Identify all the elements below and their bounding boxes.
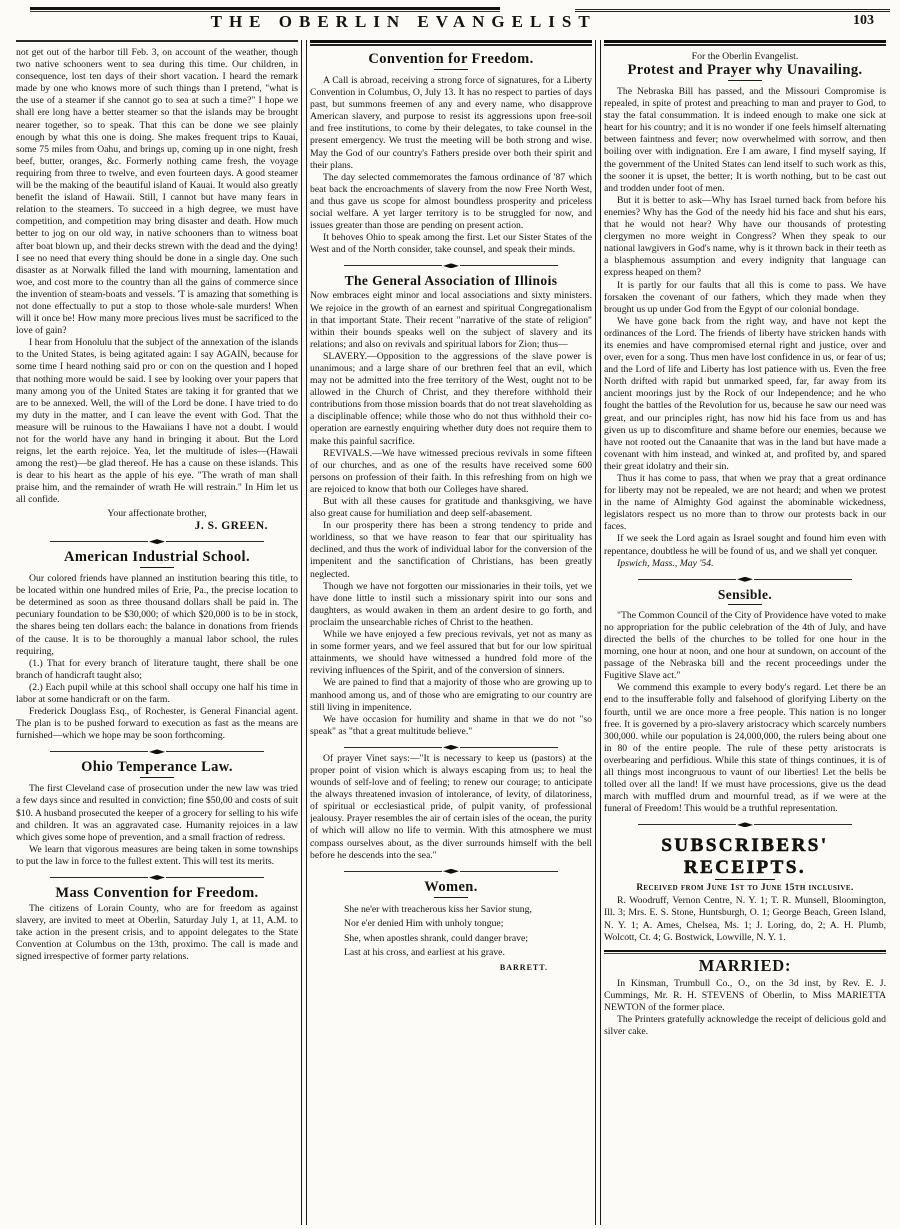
poem-line: She, when apostles shrank, could danger brave; [344,932,529,944]
article-prayer-quote [310,753,592,862]
column-3-top-rule [604,40,886,46]
paragraph: But with all these causes for gratitude and thanksgiving, we have also great cause for humiliation and deep self-abasement. [310,496,592,520]
title-rule [434,69,468,70]
paragraph: not get out of the harbor till Feb. 3, on account of the weather, though two native schooners went to sea during this time. Our children, in consequence, lost ten days of their short vacation. I heard the remark made by one who knows more of such things than I pretend, "what is the use of a steamer if she cannot go to sea at such a time?" I hope we shall ere long have a better steamer so that the islands may be brought nearer together, so to speak. That this can be done we see plainly enough by what this one is doing. She makes frequent trips to Kauai, some 75 miles from Oahu, and brings up, coming up in one night, fresh beef, butter, oranges, &c. Formerly nothing came fresh, the voyage requiring from three to twelve, and even fourteen days. A good steamer will be the making of the beautiful island of Kauai. It would also greatly benefit the island of Hawaii. Still, I cannot but have many fears in relation to the steamers. To succeed in a high degree, we must have competition, and competition may bring disaster and death. How much better to jog on our old way, in native schooners than to witness boat after boat blown up, and their decks strewn with the dead and the dying! I see no need that every thing should be done in a single day. One such disaster as at Norwalk filled the land with mourning, lamentation and woe, and cost more to the country than all the gains of commerce since the invention of steam-boats and vessels. 'T is amazing that something is not done effectually to put a stop to those whole-sale murders! When will it once be! How many more precious lives must be sacrificed to the love of gain? [16,47,298,337]
separator-ornament [638,822,852,827]
paragraph: (1.) That for every branch of literature taught, there shall be one branch of handicraft taught also; [16,657,298,681]
paragraph: We learn that vigorous measures are being taken in some townships to put the law in force to the fullest extent. This will test its merits. [16,843,298,867]
article-sign-off: Ipswich, Mass., May '54. [617,557,714,569]
paragraph: Our colored friends have planned an institution bearing this title, to be located within one hundred miles of Erie, Pa., the precise location to be determined as soon as three thousand dollars shall be paid in. The pecuniary foundation to be $30,000; of which $20,000 is to be in stock, the shares being ten dollars each: the balance in donations from friends of the cause. It is to be thoroughly a manual labor school, the rules requiring, [16,573,298,657]
paragraph: The first Cleveland case of prosecution under the new law was tried a few days since and resulted in conviction; fine $50,00 and costs of suit $10. A husband prosecuted the keeper of a grocery for selling to his wife and children. It was an aggravated case. Humanity rejoices in a law which gives some hope of prevention, and a small fraction of redress. [16,783,298,843]
poem [344,903,592,961]
title-rule [140,567,174,568]
paragraph: (2.) Each pupil while at this school shall occupy one half his time in labor at some handicraft or on the farm. [16,681,298,705]
paragraph: We commend this example to every body's regard. Let there be an end to the insufferable folly and falsehood of glorifying Liberty on the fourth, until we are once more a free people. This nation is no longer free. It is governed by a pro-slavery aristocracy which scarcely numbers 300,000. while our population is 24,000,000, the rulers being about one in 80 of the entire people. The rule of these petty aristocrats is overbearing and perfidious. While this state of things continues, it is of all things most incongruous to vaunt of our liberties! Let the bells be tolled over all the land! If we must have processions, give us the dead march with muffled drum and mournful tread, as if we were at the funeral of Freedom! This would be a truthful representation. [604,682,886,815]
article-protest-and-prayer [604,51,886,570]
diamond-ornament-icon [149,875,165,880]
separator-ornament [344,263,558,268]
paragraph: We are pained to find that a majority of those who are growing up to manhood among us, and of those who are emigrating to our country are still living in impenitence. [310,677,592,713]
paragraph: It behoves Ohio to speak among the first. Let our Sister States of the West and of the North consider, take counsel, and speak their minds. [310,232,592,256]
separator-ornament [344,869,558,874]
paragraph: REVIVALS.—We have witnessed precious revivals in some fifteen of our churches, and as one of the results have received some 600 persons on profession of their faith. In this refreshing from on high we are rejoiced to know that both our Colleges have shared. [310,447,592,495]
paragraph: We have occasion for humility and shame in that we do not "so speak" as "that a great multitude believe." [310,713,592,737]
diamond-ornament-icon [443,869,459,874]
column-1 [16,40,298,1225]
article-title: Mass Convention for Freedom. [55,885,259,902]
separator-ornament [50,875,264,880]
title-rule [140,777,174,778]
title-rule [728,604,762,605]
poem-line: Last at his cross, and earliest at his grave. [344,947,505,959]
title-rule [728,80,762,81]
paragraph: "The Common Council of the City of Providence have voted to make no appropriation for the public celebration of the 4th of July, and have directed the bells of the churches to be tolled for one hour in the morning, one hour at noon, and one hour at sundown, on account of the passage of the Nebraska bill and the recent proceedings under the Fugitive Slave act." [604,609,886,682]
paragraph: SLAVERY.—Opposition to the aggressions of the slave power is unanimous; and a large share of our brethren feel that an evil, which may not be admitted into the free territory of the West, ought not to be allowed in the Church of Christ, and they therefore withhold their contributions from those mission boards that do not treat slaveholding as a disciplinable offence; while those who do not thus withhold their co-operation are earnestly enquiring whether duty does not require them to make this painful sacrifice. [310,350,592,447]
separator-ornament [638,577,852,582]
diamond-ornament-icon [149,539,165,544]
column-3 [604,40,886,1225]
receipts-list: R. Woodruff, Vernon Centre, N. Y. 1; T. R. Munsell, Bloomington, Ill. 3; Mrs. E. S. Stone, Huntsburgh, O. 1; George Beach, Green Island, N. Y. 1; A. Ames, Chelsea, Ms. 1; J. Loring, do, 2; A. H. Plumb, Wolcott, Ct. 4; G. Bostwick, Lowville, N. Y. 1. [604,895,886,943]
paragraph: In our prosperity there has been a strong tendency to pride and worldiness, so that we have reason to fear that our spirituality has declined, and thus the work of individual labor for the conversion of the impenitent and the sanctification of Christians, has been greatly neglected. [310,520,592,580]
article-title: Protest and Prayer why Unavailing. [627,62,863,78]
column-2-top-rule [310,40,592,46]
paragraph: The citizens of Lorain County, who are for freedom as against slavery, are invited to meet at Oberlin, Saturday July 1, at 11, A.M. to take action in the present crisis, and to appoint delegates to the State Convention at Columbus on the 13th, proximo. The call is made and signed irrespective of former party relations. [16,903,298,963]
paragraph: If we seek the Lord again as Israel sought and found him even with repentance, doubtless he will be found of us, and we shall yet conquer. [604,533,886,557]
title-rule [434,897,468,898]
column-divider [301,40,307,1225]
paragraph: Though we have not forgotten our missionaries in their toils, yet we have done little to instil such a missionary spirit into our sons and daughters, as would awaken in them an ardent desire to go forth, and proclaim the unsearchable riches of Christ to the heathen. [310,580,592,628]
column-divider [595,40,601,1225]
article-title: Convention for Freedom. [368,51,534,67]
poem-line: She ne'er with treacherous kiss her Savior stung, [344,903,532,915]
article-sensible [604,587,886,816]
poem-line: Nor e'er denied Him with unholy tongue; [344,918,504,930]
diamond-ornament-icon [443,263,459,268]
paragraph: Of prayer Vinet says:—"It is necessary to keep us (pastors) at the proper point of vision which is always escaping from us; to heal the wounds of self-love and of feeling; to renew our courage; to anticipate the always threatened invasion of intolerance, of levity, of dilatoriness, of spiritual or ecclesiastical pride, of pulpit vanity, of professional jealousy. Prayer resembles the air of certain isles of the ocean, the purity of which will allow no life to vermin. With this atmosphere we must compass ourselves about, as the diver surrounds himself with the bell before he descends into the sea." [310,752,592,861]
paragraph: It is partly for our faults that all this is come to pass. We have forsaken the covenant of our fathers, which they made when they brought us up under God from the Egypt of our colonial bondage. [604,279,886,315]
masthead [0,12,900,38]
diamond-ornament-icon [149,749,165,754]
article-american-industrial-school [16,549,298,742]
letter-closing: Your affectionate brother, [107,507,207,519]
article-title: Women. [424,878,478,895]
columns [16,40,888,1225]
diamond-ornament-icon [737,822,753,827]
article-title: Sensible. [717,586,773,602]
paragraph: Now embraces eight minor and local associations and sixty ministers. We rejoice in the growth of an earnest and spiritual Congregationalism in that important State. Their recent "narrative of the state of religion" within their bounds speaks well on the subject of slavery and its relations; and also on revivals and spiritual labors for Zion; thus— [310,290,592,350]
article-letter-continuation [16,47,298,532]
article-general-association-illinois [310,273,592,737]
paragraph: The Printers gratefully acknowledge the receipt of delicious gold and silver cake. [604,1014,886,1038]
section-title: SUBSCRIBERS' RECEIPTS. [661,835,829,879]
article-convention-for-freedom [310,51,592,256]
paragraph: I hear from Honolulu that the subject of the annexation of the islands to the United States, is being agitated again: I say AGAIN, because for some time I heard nothing said pro or con on the question and I hoped that nothing more would be said. I see by looking over your papers that many among you of the United States are taking it for granted that we are to be annexed. Well, the will of the Lord be done. I have tried to do my duty in the matter, and I can leave the event with God. That the measure will be ruinous to the Hawaiians I have not a doubt. I would not for the world have any hand in bringing it about. But the Lord reigns, let the earth rejoice. Yea, let the multitude of isles—(Hawaii among the rest)—be glad thereof. He has a cause on these islands. This is dear to his heart as the apple of his eye. "The wrath of man shall praise him, and the remainder of wrath He will restrain." In Him let us all confide. [16,337,298,506]
paragraph: Frederick Douglass Esq., of Rochester, is General Financial agent. The plan is to be pushed forward to execution as fast as the means are furnished—which we hope may be soon forthcoming. [16,706,298,742]
paragraph: In Kinsman, Trumbull Co., O., on the 3d inst, by Rev. E. J. Cummings, Mr. R. H. STEVENS of Oberlin, to Miss MARIETTA NEWTON of the former place. [604,977,886,1013]
paragraph: While we have enjoyed a few precious revivals, yet not as many as in some former years, and we feel assured that but for our low spiritual attainments, we should have witnessed a hundred fold more of the reviving influences of the Spirit, and of the conversion of sinners. [310,629,592,677]
article-dateline: For the Oberlin Evangelist. [691,51,799,62]
paragraph: The Nebraska Bill has passed, and the Missouri Compromise is repealed, in spite of protest and preaching to man and prayer to God, to stay the fatal consummation. It is indeed enough to make one sick at heart for his country; and it is no wonder if one feels himself alternating between faintness and fever; now overwhelmed with sorrow, and then boiling over with indignation. Ere I am aware, I find myself saying, If the government of the United States can lend itself to such work as this, the sooner it is upset, the better; It is worth nothing, but to be cast out and trodden under foot of men. [604,86,886,194]
paragraph: But it is better to ask—Why has Israel turned back from before his enemies? Why has the God of the needy hid his face and shut his ears, that he would not hear? Why have our thousands of protesting clergymen no more weight in Congress? When they speak to our national lawgivers in God's name, why is it thrown back in their teeth as a blasphemous assumption and every indignity that language can express heaped on them? [604,194,886,279]
column-1-top-rule [16,40,298,42]
page-number: 103 [853,13,874,28]
article-title: American Industrial School. [63,549,251,566]
title-rule [715,879,775,880]
separator-ornament [50,539,264,544]
married-section-rule [604,950,886,954]
section-married [604,956,886,1038]
article-ohio-temperance-law [16,759,298,868]
paragraph: Thus it has come to pass, that when we pray that a great ordinance for liberty may not be repealed, we are not heard; and when we protest in the name of Almighty God against the abominable wickedness, legislators respect us no more than to throw our protests back in our faces. [604,473,886,533]
section-title: MARRIED: [698,955,792,975]
diamond-ornament-icon [737,577,753,582]
masthead-title: THE OBERLIN EVANGELIST [210,12,597,31]
separator-ornament [50,749,264,754]
letter-signature: J. S. GREEN. [194,520,268,533]
section-subscribers-receipts [604,835,886,943]
article-title: Ohio Temperance Law. [81,759,233,776]
section-subtitle: Received from June 1st to June 15th inclusive. [636,883,854,894]
poem-attribution: BARRETT. [499,962,548,972]
paragraph: The day selected commemorates the famous ordinance of '87 which beat back the encroachments of slavery from the now Free North West, and thus gave us scope for almost boundless prosperity and priceless social welfare. A yet larger territory is to be struggled for now, and issues greater than those are pending on present action. [310,171,592,232]
separator-ornament [344,745,558,750]
paragraph: We have gone back from the right way, and have not kept the ordinances of the Lord. The friends of liberty have stricken hands with its enemies and have compromised eternal right and justice, over and over, even for a song. Thus men have lost confidence in us, or fear of us; and the Lord of life and Liberty has lost patience with us. Even the free North drifted with rapid but unmarked speed, far, far away from its ancient moorings just by the Rock of our Independence; and he who fought the battles of the Revolution for us, because he saw our need was great, and our principles right, has now hid his face from us and has given us up to discomfiture and shame before our enemies, because we have not rooted out the Canaanite that was in the land but have made a covenant with him instead, and winked at, and profited by, and spared their great idolatry and their sin. [604,315,886,472]
article-title: The General Association of Illinois [344,273,558,289]
diamond-ornament-icon [443,745,459,750]
column-2 [310,40,592,1225]
article-women-poem [310,879,592,972]
article-mass-convention-for-freedom [16,885,298,963]
paragraph: A Call is abroad, receiving a strong force of signatures, for a Liberty Convention in Columbus, O, July 13. It has no respect to parties of days past, but summons freemen of any and every name, who disapprove American slavery, and purpose to resist its aggressions upon free-soil and free institutions, to come by their delegates, to take counsel in the present emergency. We trust the meeting will be both strong and wise. May the God of our country's Fathers preside over both their spirit and their plans. [310,75,592,171]
